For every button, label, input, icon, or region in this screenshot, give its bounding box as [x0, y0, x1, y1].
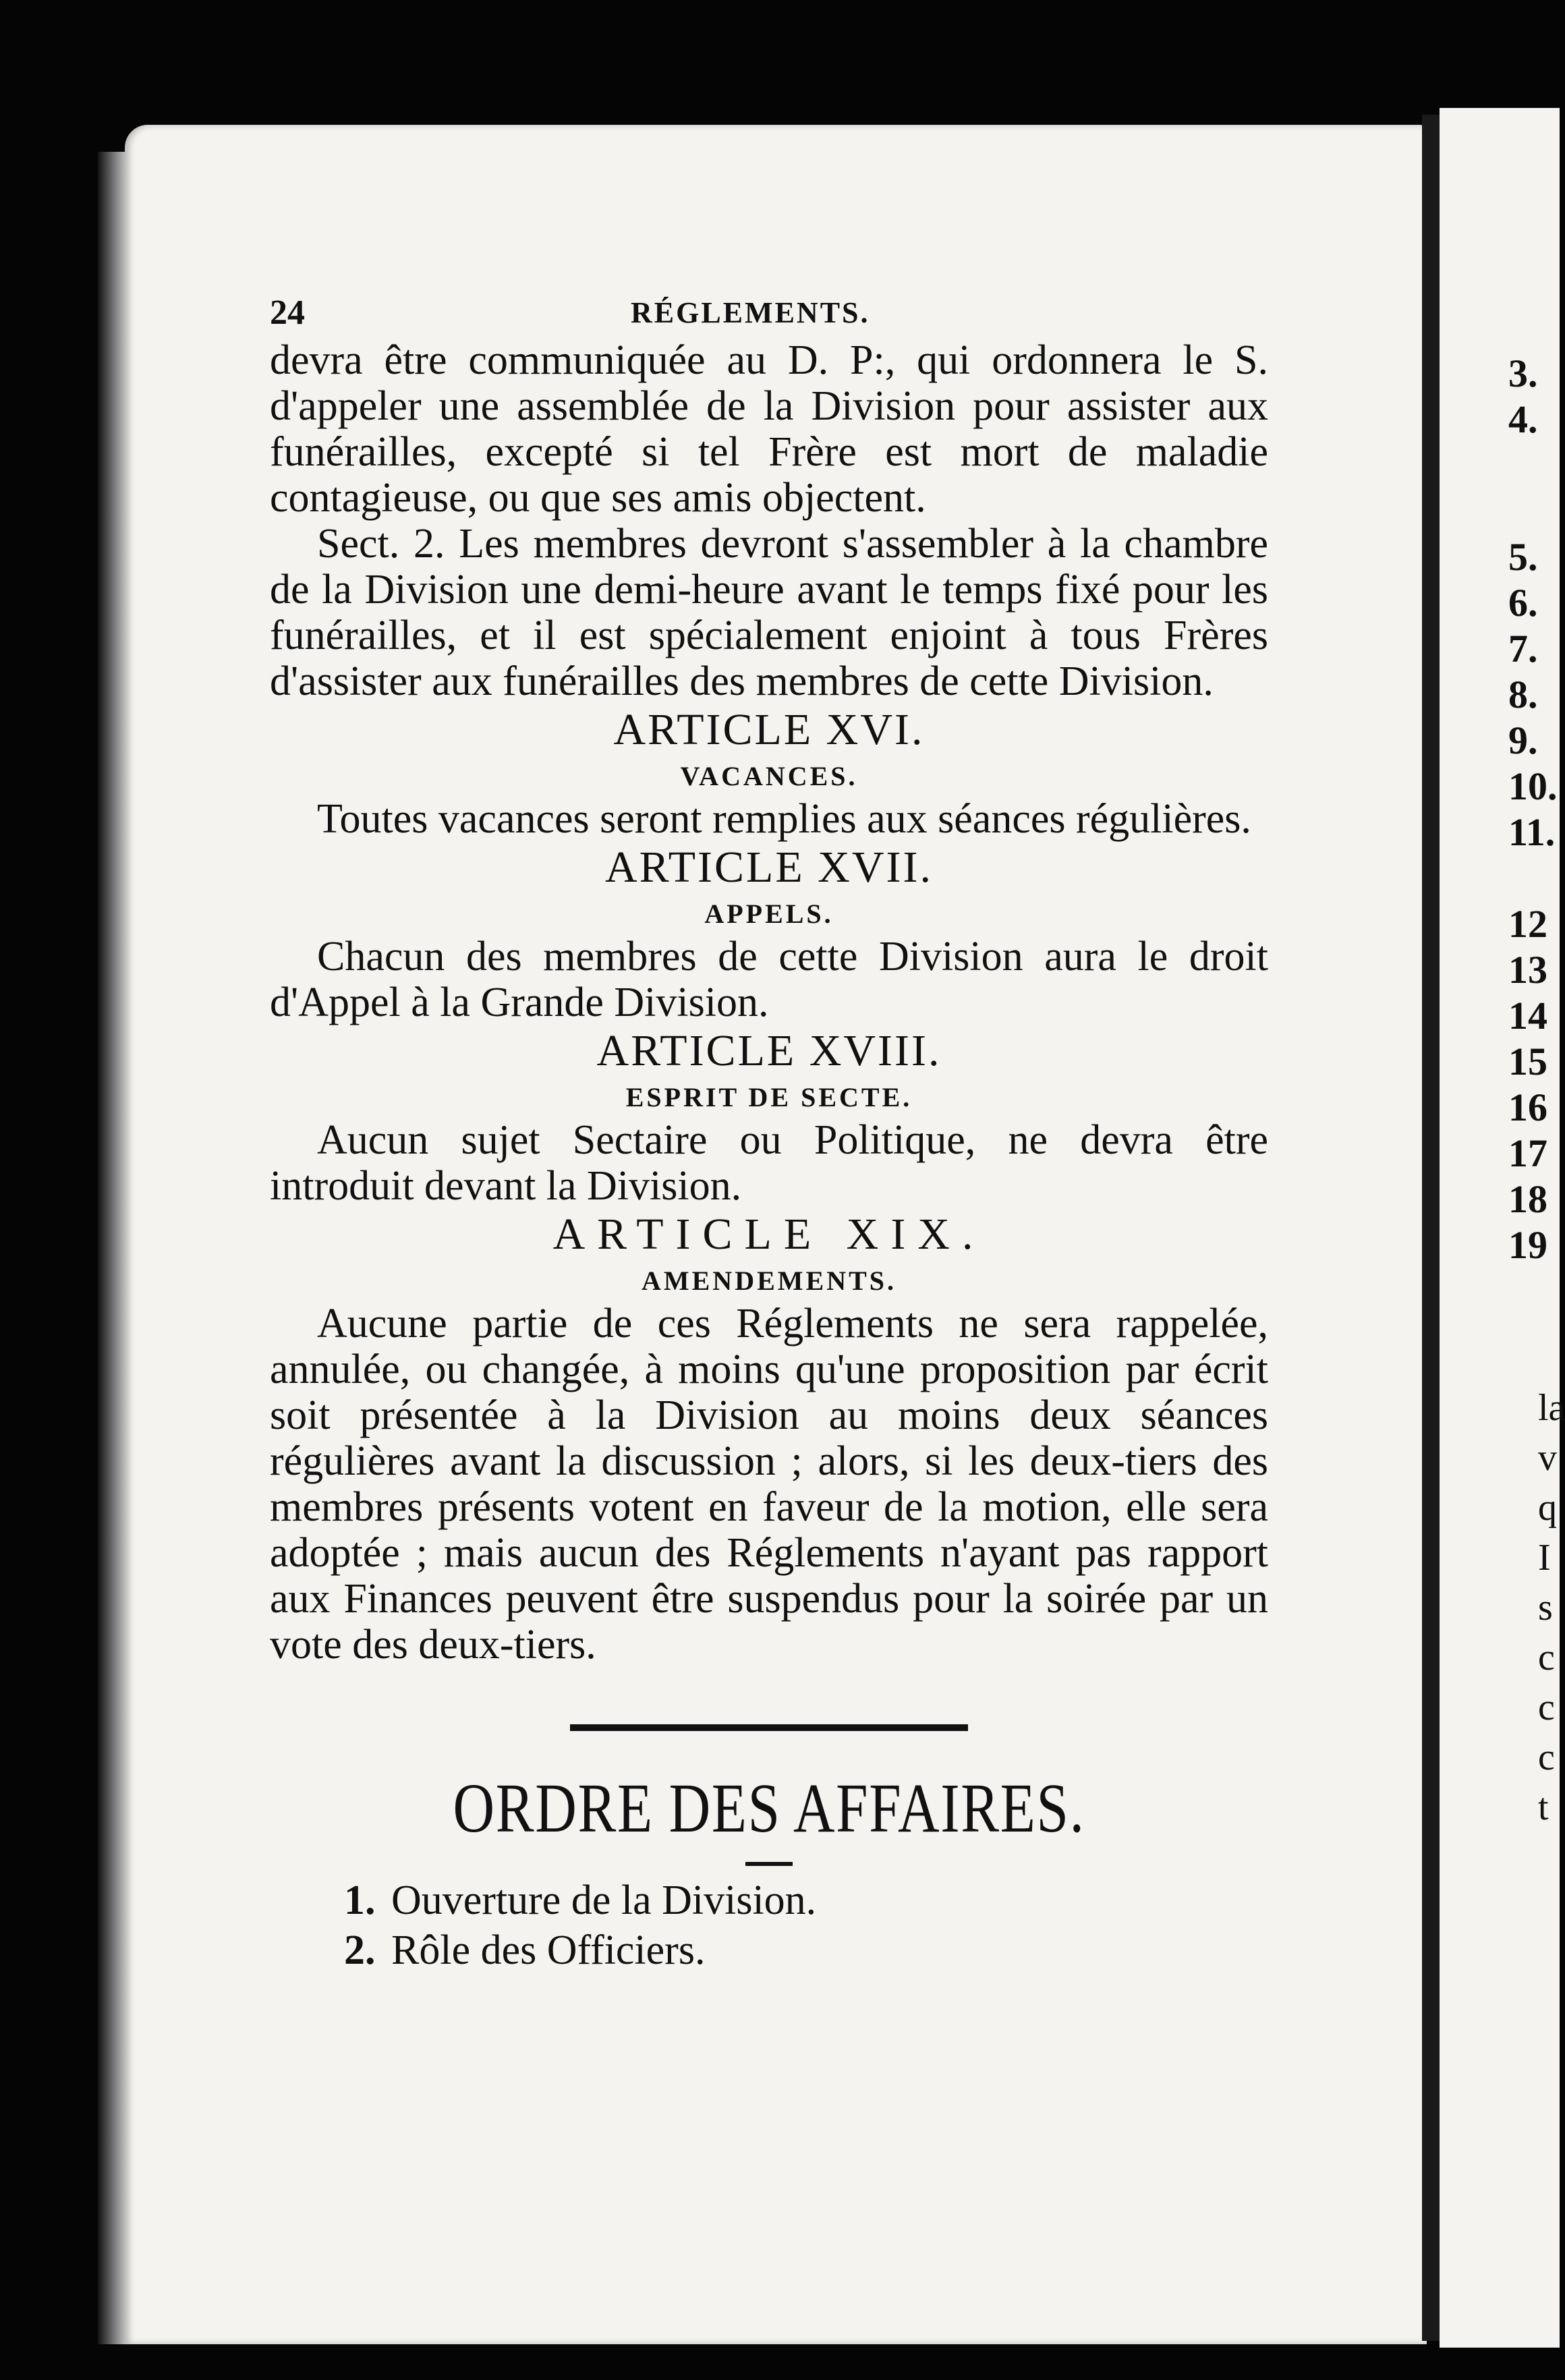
title-underline: [745, 1862, 793, 1866]
section-divider: [570, 1724, 968, 1731]
item-label: Rôle des Officiers.: [391, 1927, 706, 1973]
facing-number: 16: [1508, 1085, 1547, 1129]
facing-number: 6.: [1508, 581, 1538, 625]
article-text: Toutes vacances seront remplies aux séances régulières.: [317, 796, 1251, 842]
facing-fragment: q: [1538, 1487, 1557, 1529]
page-text: [270, 283, 1268, 1975]
facing-page-numbers: [1508, 351, 1560, 1268]
facing-fragment: t: [1538, 1786, 1549, 1828]
article-text: Chacun des membres de cette Division aura le droit d'Appel à la Grande Division.: [270, 934, 1268, 1025]
facing-number: 7.: [1508, 627, 1538, 671]
paragraph-funerals-1: devra être communiquée au D. P:, qui ordonnera le S. d'appeler une assemblée de la Division pour assister aux funérailles, excepté si tel Frère est mort de maladie contagieuse, ou que ses amis objectent.: [270, 337, 1268, 521]
facing-fragment: v: [1538, 1437, 1557, 1479]
section-title: ORDRE DES AFFAIRES.: [453, 1769, 1085, 1847]
article-heading: ARTICLE XIX.: [552, 1210, 986, 1259]
article-heading: ARTICLE XVII.: [605, 843, 933, 892]
facing-number: 4.: [1508, 397, 1538, 441]
facing-number: 11.: [1508, 810, 1556, 854]
article-text: Aucun sujet Sectaire ou Politique, ne devra être introduit devant la Division.: [270, 1117, 1268, 1209]
facing-number: 19: [1508, 1223, 1547, 1267]
item-number: 1.: [344, 1877, 376, 1923]
facing-number: 8.: [1508, 673, 1538, 716]
running-head: [270, 283, 1268, 337]
facing-number: 17: [1508, 1131, 1547, 1175]
book-gutter: [1422, 115, 1440, 2341]
order-list: [270, 1875, 1268, 1975]
facing-page-text-fragments: [1538, 1383, 1565, 1832]
facing-number: 13: [1508, 948, 1547, 992]
facing-number: [1508, 488, 1560, 534]
page-number: 24: [270, 293, 305, 332]
facing-number: 10.: [1508, 764, 1558, 808]
facing-number: 9.: [1508, 718, 1538, 762]
facing-number: 12: [1508, 902, 1547, 946]
running-title: RÉGLEMENTS.: [631, 296, 870, 329]
facing-number: 18: [1508, 1177, 1547, 1221]
list-item: [344, 1925, 1268, 1975]
article-subheading: VACANCES.: [680, 761, 858, 791]
facing-number: 14: [1508, 994, 1547, 1038]
article-subheading: AMENDEMENTS.: [641, 1266, 897, 1296]
article-heading: ARTICLE XVI.: [613, 705, 925, 754]
article-subheading: APPELS.: [704, 899, 834, 929]
article-text: Aucune partie de ces Réglements ne sera rappelée, annulée, ou changée, à moins qu'une proposition par écrit soit présentée à la Division au moins deux séances régulières avant la discussion ; alors, si les deux-tiers des membres présents votent en faveur de la motion, elle sera adoptée ; mais aucun des Réglements n'ayant pas rapport aux Finances peuvent être suspendus pour la soirée par un vote des deux-tiers.: [270, 1301, 1268, 1668]
item-number: 2.: [344, 1927, 376, 1973]
paragraph-funerals-2: Sect. 2. Les membres devront s'assembler à la chambre de la Division une demi-heure avant le temps fixé pour les funérailles, et il est spécialement enjoint à tous Frères d'assister aux funérailles des membres de cette Division.: [270, 521, 1268, 704]
item-label: Ouverture de la Division.: [391, 1877, 817, 1923]
facing-fragment: c: [1538, 1687, 1555, 1728]
facing-number: 15: [1508, 1040, 1547, 1083]
list-item: [344, 1875, 1268, 1925]
article-subheading: ESPRIT DE SECTE.: [625, 1082, 913, 1112]
facing-fragment: la: [1538, 1387, 1565, 1429]
facing-number: [1508, 443, 1560, 488]
facing-fragment: I: [1538, 1537, 1551, 1579]
facing-fragment: s: [1538, 1587, 1553, 1628]
facing-number: 5.: [1508, 535, 1538, 579]
article-heading: ARTICLE XVIII.: [596, 1026, 942, 1075]
facing-number: 3.: [1508, 351, 1538, 395]
facing-fragment: c: [1538, 1637, 1555, 1678]
facing-fragment: c: [1538, 1736, 1555, 1778]
facing-number: [1508, 855, 1560, 901]
